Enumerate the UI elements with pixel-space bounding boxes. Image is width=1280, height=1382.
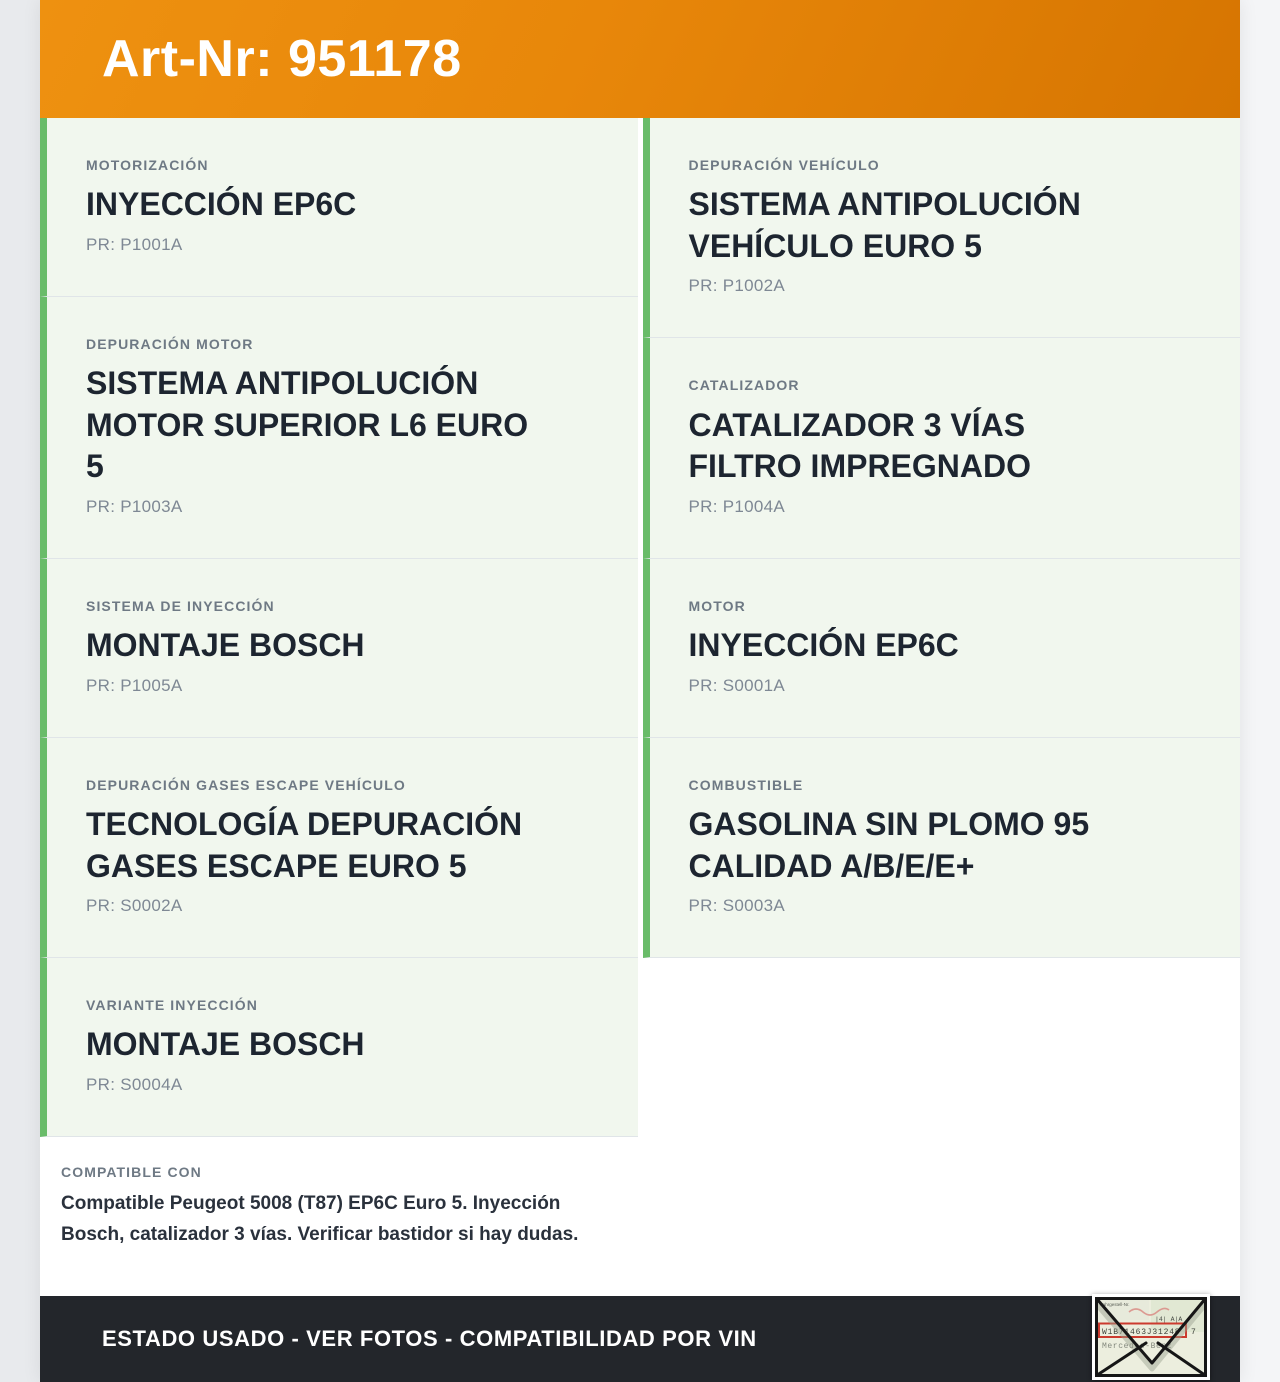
listing-container xyxy=(40,0,1240,1382)
spec-card-pr-code: PR: P1004A xyxy=(688,496,786,516)
spec-card-pr-code: PR: P1002A xyxy=(688,276,786,296)
spec-card-title: CATALIZADOR 3 VÍAS FILTRO IMPREGNADO xyxy=(688,406,1031,485)
spec-card-pr-code: PR: P1003A xyxy=(86,496,183,516)
spec-card-title: GASOLINA SIN PLOMO 95 CALIDAD A/B/E/E+ xyxy=(688,806,1090,884)
spec-card xyxy=(40,958,638,1137)
compatible-section xyxy=(40,1137,638,1267)
header-banner xyxy=(40,0,1240,118)
footer-notice: ESTADO USADO - VER FOTOS - COMPATIBILIDAD POR VIN xyxy=(102,1326,757,1351)
spec-card-pr-code: PR: P1001A xyxy=(86,234,183,254)
spec-card-title: MONTAJE BOSCH xyxy=(86,627,365,664)
spec-card xyxy=(643,118,1241,338)
vin-envelope-illustration xyxy=(1095,1297,1207,1377)
spec-card xyxy=(40,118,638,297)
spec-card-label: DEPURACIÓN GASES ESCAPE VEHÍCULO xyxy=(86,776,406,793)
spec-card-title: SISTEMA ANTIPOLUCIÓN MOTOR SUPERIOR L6 EURO 5 xyxy=(86,365,529,485)
footer-bar xyxy=(40,1296,1240,1382)
spec-card-label: MOTORIZACIÓN xyxy=(86,157,209,173)
spec-card-title: SISTEMA ANTIPOLUCIÓN VEHÍCULO EURO 5 xyxy=(688,186,1081,264)
spec-card-label: VARIANTE INYECCIÓN xyxy=(86,997,258,1014)
spec-card-label: DEPURACIÓN VEHÍCULO xyxy=(688,157,880,173)
spec-card-pr-code: PR: S0004A xyxy=(86,1075,183,1095)
spec-card-label: SISTEMA DE INYECCIÓN xyxy=(86,597,275,614)
vin-document-image xyxy=(1092,1294,1210,1380)
spec-card-pr-code: PR: P1005A xyxy=(86,675,183,695)
svg-text:7: 7 xyxy=(1191,1328,1196,1337)
spec-card xyxy=(40,738,638,958)
svg-text:Mercedes-Benz: Mercedes-Benz xyxy=(1102,1342,1173,1351)
spec-card xyxy=(40,297,638,559)
spec-card xyxy=(40,559,638,738)
spec-card-label: DEPURACIÓN MOTOR xyxy=(86,335,254,352)
spec-column-right xyxy=(643,118,1241,1296)
spec-card-title: TECNOLOGÍA DEPURACIÓN GASES ESCAPE EURO 5 xyxy=(86,806,523,884)
spec-columns xyxy=(40,118,1240,1296)
svg-text:Fahrgestell-Nr.: Fahrgestell-Nr. xyxy=(1100,1302,1130,1307)
compatible-label: COMPATIBLE CON xyxy=(61,1164,202,1181)
spec-card-title: INYECCIÓN EP6C xyxy=(86,186,357,223)
spec-card-label: MOTOR xyxy=(688,597,746,614)
spec-card-pr-code: PR: S0001A xyxy=(688,675,786,695)
spec-card-pr-code: PR: S0003A xyxy=(688,896,786,916)
spec-card-title: INYECCIÓN EP6C xyxy=(688,627,959,664)
spec-card-label: COMBUSTIBLE xyxy=(688,776,804,793)
spec-card xyxy=(643,338,1241,558)
spec-card xyxy=(643,738,1241,958)
spec-card-title: MONTAJE BOSCH xyxy=(86,1026,365,1063)
spec-card-pr-code: PR: S0002A xyxy=(86,896,183,916)
spec-card-label: CATALIZADOR xyxy=(688,377,800,394)
svg-text:W1B71463J31248: W1B71463J31248 xyxy=(1102,1328,1181,1337)
spec-column-left xyxy=(40,118,638,1296)
article-number-title: Art-Nr: 951178 xyxy=(102,30,462,88)
spec-card xyxy=(643,559,1241,738)
compatible-text: Compatible Peugeot 5008 (T87) EP6C Euro 5. Inyección Bosch, catalizador 3 vías. Verificar bastidor si hay dudas. xyxy=(61,1193,579,1246)
svg-text:|4| A|A: |4| A|A xyxy=(1155,1316,1183,1323)
